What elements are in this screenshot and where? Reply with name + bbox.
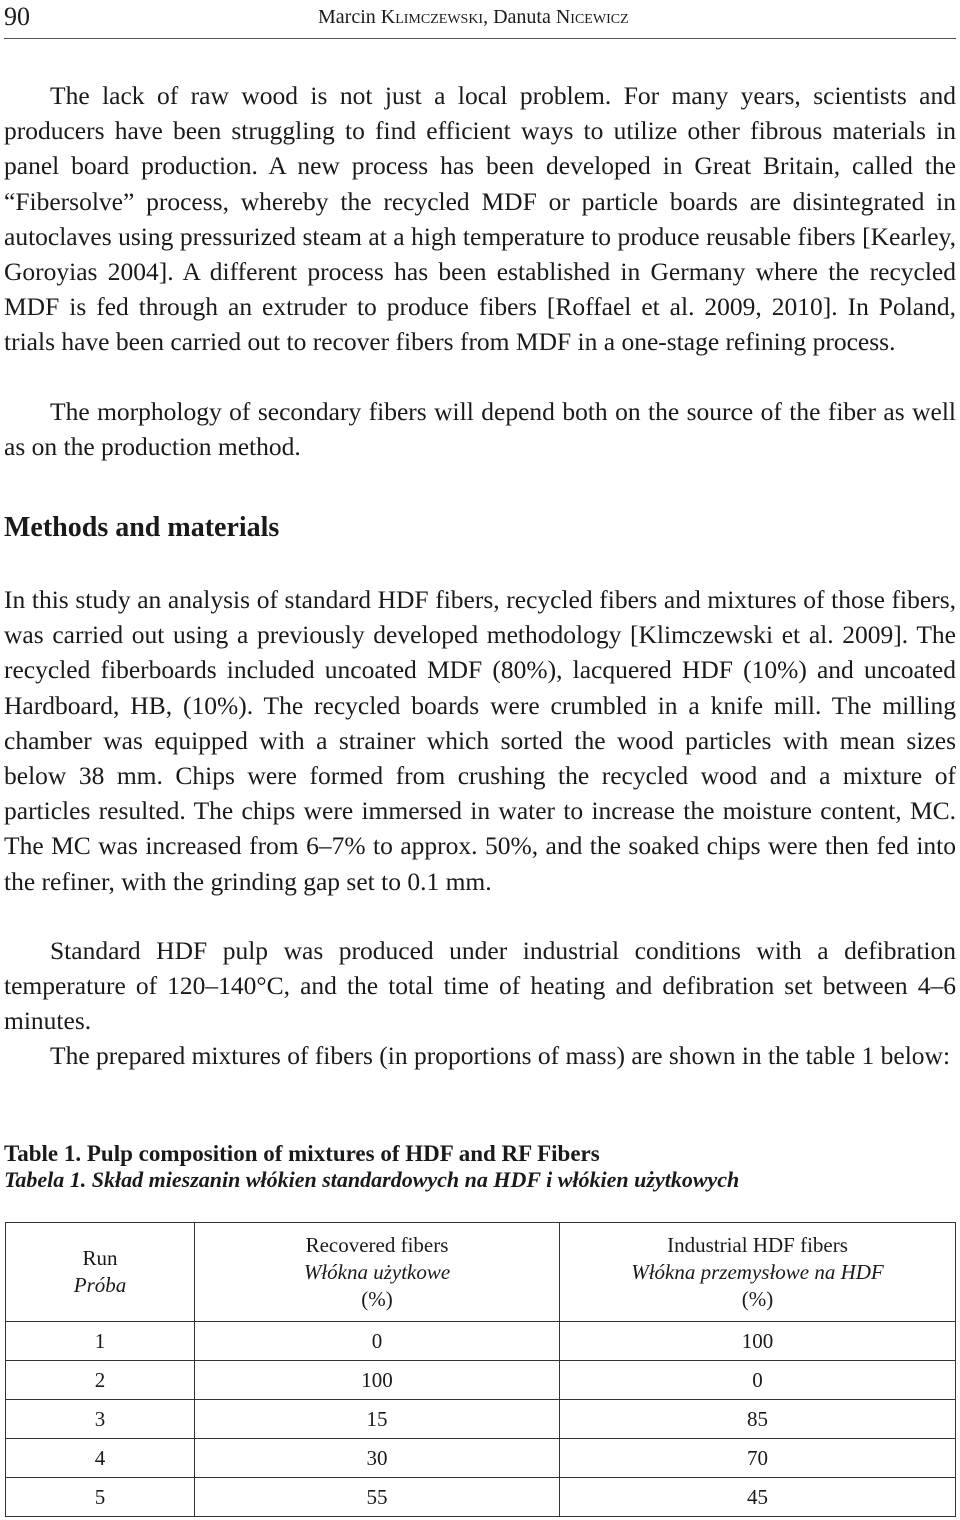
author1-last-name: Klimczewski — [380, 6, 484, 28]
table-row — [6, 1361, 956, 1400]
table-header-row — [6, 1223, 956, 1322]
header-industrial-unit: (%) — [741, 1286, 774, 1311]
header-recovered-unit: (%) — [361, 1286, 393, 1311]
cell-run: 1 — [6, 1322, 195, 1361]
table-row — [6, 1478, 956, 1517]
header-run-label: Run — [82, 1246, 118, 1270]
cell-industrial: 70 — [560, 1439, 956, 1478]
table-row — [6, 1322, 956, 1361]
page-number: 90 — [4, 2, 30, 31]
cell-recovered: 30 — [195, 1439, 560, 1478]
table-caption-polish: Tabela 1. Skład mieszanin włókien standardowych na HDF i włókien użytkowych — [4, 1167, 740, 1192]
cell-recovered: 100 — [195, 1361, 560, 1400]
header-industrial-label-polish: Włókna przemysłowe na HDF — [631, 1259, 884, 1284]
author-separator: , — [483, 6, 494, 28]
author1-first-name: Marcin — [318, 6, 381, 28]
header-industrial — [560, 1223, 956, 1322]
cell-run: 4 — [6, 1439, 195, 1478]
table-row — [6, 1439, 956, 1478]
author2-last-name: Nicewicz — [555, 6, 629, 28]
methods-paragraph-1: In this study an analysis of standard HDF fibers, recycled fibers and mixtures of those fibers, was carried out using a previously developed methodology [Klimczewski et al. 2009]. The recycled fiberboards included uncoated MDF (80%), lacquered HDF (10%) and uncoated Hardboard, HB, (10%). The recycled boards were crumbled in a knife mill. The milling chamber was equipped with a strainer which sorted the wood particles with mean sizes below 38 mm. Chips were formed from crushing the recycled wood and a mixture of particles resulted. The chips were immersed in water to increase the moisture content, MC. The MC was increased from 6–7% to approx. 50%, and the soaked chips were then fed into the refiner, with the grinding gap set to 0.1 mm. — [4, 585, 956, 896]
header-recovered — [195, 1223, 560, 1322]
header-recovered-label-polish: Włókna użytkowe — [303, 1259, 451, 1284]
methods-paragraph-2: Standard HDF pulp was produced under industrial conditions with a defibration temperature of 120–140°C, and the total time of heating and defibration set between 4–6 minutes. — [4, 936, 956, 1036]
header-industrial-label: Industrial HDF fibers — [667, 1232, 848, 1257]
cell-recovered: 15 — [195, 1400, 560, 1439]
page-header — [4, 0, 956, 39]
cell-run: 2 — [6, 1361, 195, 1400]
header-run — [6, 1223, 195, 1322]
table-caption: Table 1. Pulp composition of mixtures of HDF and RF Fibers — [4, 1141, 600, 1166]
cell-industrial: 0 — [560, 1361, 956, 1400]
cell-run: 5 — [6, 1478, 195, 1517]
table-row — [6, 1400, 956, 1439]
cell-recovered: 0 — [195, 1322, 560, 1361]
cell-industrial: 100 — [560, 1322, 956, 1361]
intro-paragraph-1: The lack of raw wood is not just a local problem. For many years, scientists and producers have been struggling to find efficient ways to utilize other fibrous materials in panel board production. A new process has been developed in Great Britain, called the “Fibersolve” process, whereby the recycled MDF or particle boards are disintegrated in autoclaves using pressurized steam at a high temperature to produce reusable fibers [Kearley, Goroyias 2004]. A different process has been established in Germany where the recycled MDF is fed through an extruder to produce fibers [Roffael et al. 2009, 2010]. In Poland, trials have been carried out to recover fibers from MDF in a one-stage refining process. — [4, 81, 956, 357]
methods-paragraph-3: The prepared mixtures of fibers (in proportions of mass) are shown in the table 1 below: — [50, 1041, 951, 1070]
section-heading: Methods and materials — [4, 512, 280, 543]
running-head-authors — [318, 6, 629, 29]
cell-industrial: 45 — [560, 1478, 956, 1517]
cell-industrial: 85 — [560, 1400, 956, 1439]
header-recovered-label: Recovered fibers — [305, 1232, 449, 1257]
intro-paragraph-2: The morphology of secondary fibers will depend both on the source of the fiber as well as on the production method. — [4, 397, 956, 462]
header-run-label-polish: Próba — [73, 1273, 127, 1297]
cell-run: 3 — [6, 1400, 195, 1439]
fiber-composition-table — [5, 1222, 956, 1517]
cell-recovered: 55 — [195, 1478, 560, 1517]
author2-first-name: Danuta — [493, 6, 556, 28]
